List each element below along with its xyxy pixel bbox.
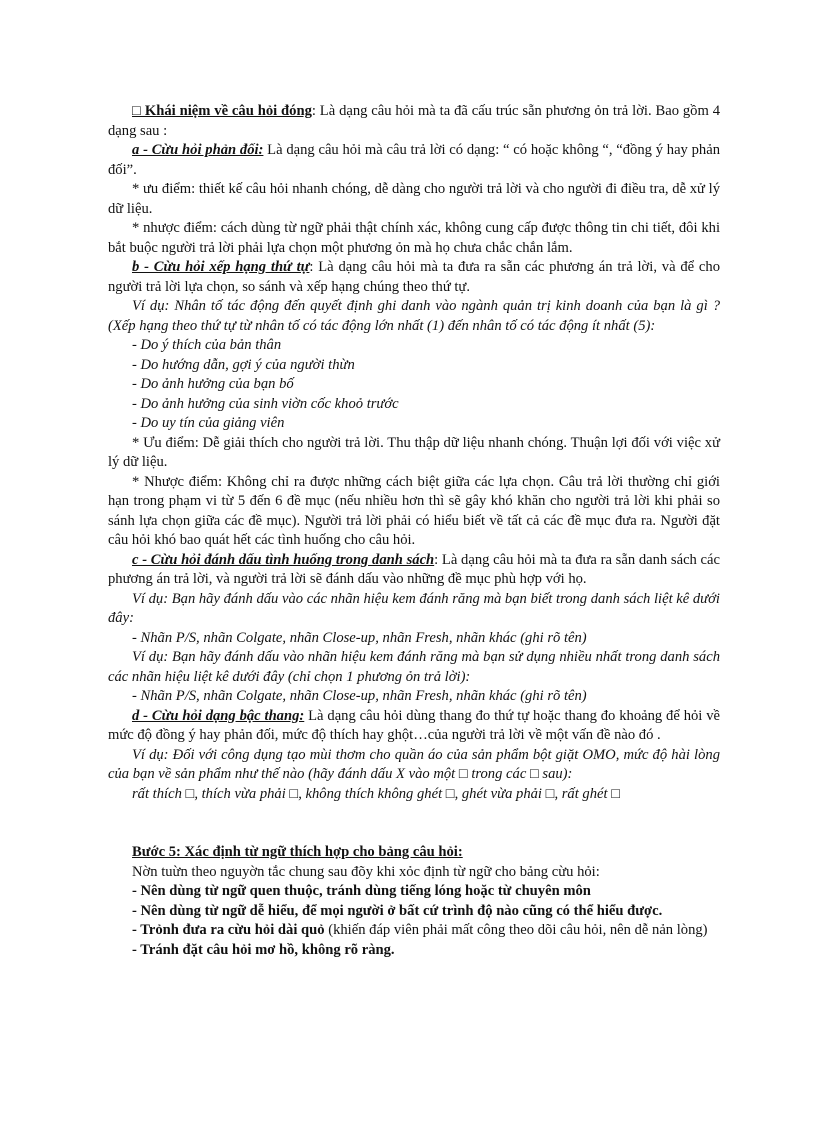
type-d-scale: rất thích □, thích vừa phải □, không thích không ghét □, ghét vừa phải □, rất ghét □ xyxy=(132,785,621,802)
type-a-paragraph: a - Cừu hỏi phản đối: Là dạng câu hỏi mà câu trả lời có dạng: “ có hoặc không “, “đồng ý hay phản đối”. xyxy=(108,142,720,178)
type-a-cons: * nhược điểm: cách dùng từ ngữ phải thật chính xác, không cung cấp được thông tin chi tiết, đôi khi bắt buộc người trả lời phải lựa chọn một phương ỏn mà họ chưa chắc chắn lắm. xyxy=(108,220,720,256)
type-b-paragraph: b - Cừu hỏi xếp hạng thứ tự: Là dạng câu hỏi mà ta đưa ra sẵn các phương án trả lời, và để cho người trả lời lựa chọn, so sánh và xếp hạng chúng theo thứ tự. xyxy=(108,259,720,295)
type-a-pros: * ưu điểm: thiết kế câu hỏi nhanh chóng, dễ dàng cho người trả lời và cho người đi điều tra, dễ xử lý dữ liệu. xyxy=(108,181,720,217)
type-b-example: Ví dụ: Nhân tố tác động đến quyết định ghi danh vào ngành quản trị kinh doanh của bạn là gì ? (Xếp hạng theo thứ tự từ nhân tố có tác động lớn nhất (1) đến nhân tố có tác động ít nhất (5): xyxy=(108,298,720,334)
step5-intro: Nờn tuừn theo nguyờn tắc chung sau đõy khi xỏc định từ ngữ cho bảng cừu hỏi: xyxy=(132,863,600,880)
type-d-paragraph: d - Cừu hỏi dạng bậc thang: Là dạng câu hỏi dùng thang đo thứ tự hoặc thang đo khoảng để hỏi về mức độ đồng ý hay phản đối, mức độ thích hay ghột…của người trả lời về một vấn đề nào đó . xyxy=(108,707,720,743)
type-c-list-1: - Nhãn P/S, nhãn Colgate, nhãn Close-up, nhãn Fresh, nhãn khác (ghi rõ tên) xyxy=(132,629,587,646)
type-a-title: a - Cừu hỏi phản đối: xyxy=(132,142,264,158)
type-b-title: b - Cừu hỏi xếp hạng thứ tự xyxy=(132,259,310,275)
step5-rule-4: - Tránh đặt câu hỏi mơ hồ, không rõ ràng. xyxy=(132,941,395,958)
step5-rule-2: - Nên dùng từ ngữ dễ hiểu, để mọi người ở bất cứ trình độ nào cũng có thể hiểu được. xyxy=(132,902,663,919)
type-b-pros: * Ưu điểm: Dễ giải thích cho người trả lời. Thu thập dữ liệu nhanh chóng. Thuận lợi đối với việc xử lý dữ liệu. xyxy=(108,434,720,470)
type-b-option: - Do ý thích của bản thân xyxy=(132,337,282,353)
type-c-title: c - Cừu hỏi đánh dấu tình huống trong danh sách xyxy=(132,551,435,568)
step5-rule-1: - Nên dùng từ ngữ quen thuộc, tránh dùng tiếng lóng hoặc từ chuyên môn xyxy=(132,883,591,899)
type-c-list-2: - Nhãn P/S, nhãn Colgate, nhãn Close-up, nhãn Fresh, nhãn khác (ghi rõ tên) xyxy=(132,688,587,704)
type-c-example-2: Ví dụ: Bạn hãy đánh dấu vào nhãn hiệu kem đánh răng mà bạn sử dụng nhiều nhất trong danh sách các nhãn hiệu liệt kê dưới đây (chỉ chọn 1 phương ỏn trả lời): xyxy=(108,649,720,685)
type-b-option: - Do uy tín của giảng viên xyxy=(132,415,285,431)
type-b-cons: * Nhược điểm: Không chỉ ra được những cách biệt giữa các lựa chọn. Câu trả lời thường chỉ giới hạn trong phạm vi từ 5 đến 6 đề mục (nếu nhiều hơn thì sẽ gây khó khăn cho người trả lời khi phải so sánh lựa chọn giữa các đề mục). Người trả lời phải có hiểu biết về tất cả các đề mục đưa ra. Người đặt câu hỏi khó bao quát hết các tình huống cho câu hỏi. xyxy=(108,473,720,548)
closed-question-heading: □ Khái niệm về câu hỏi đóng xyxy=(132,103,312,119)
type-b-option: - Do ảnh hưởng của sinh viờn cốc khoỏ trước xyxy=(132,395,399,412)
step5-rule-3: - Trỏnh đưa ra cừu hỏi dài quỏ (khiến đáp viên phải mất công theo dõi câu hỏi, nên dễ nản lòng) xyxy=(132,922,708,938)
type-c-example-1: Ví dụ: Bạn hãy đánh dấu vào các nhãn hiệu kem đánh răng mà bạn biết trong danh sách liệt kê dưới đây: xyxy=(108,590,720,626)
step5-heading: Bước 5: Xác định từ ngữ thích hợp cho bảng câu hỏi: xyxy=(132,844,463,860)
type-b-option: - Do ảnh hưởng của bạn bố xyxy=(132,376,294,392)
document-page xyxy=(108,102,720,960)
type-d-title: d - Cừu hỏi dạng bậc thang: xyxy=(132,707,305,724)
section-spacer xyxy=(108,804,720,843)
type-b-option: - Do hướng dẫn, gợi ý của người thừn xyxy=(132,356,355,373)
closed-question-intro: □ Khái niệm về câu hỏi đóng: Là dạng câu hỏi mà ta đã cấu trúc sẵn phương ỏn trả lời. Bao gồm 4 dạng sau : xyxy=(108,103,720,139)
type-c-paragraph: c - Cừu hỏi đánh dấu tình huống trong danh sách: Là dạng câu hỏi mà ta đưa ra sẵn danh sách các phương án trả lời, và người trả lời sẽ đánh dấu vào những đề mục phù hợp với họ. xyxy=(108,551,720,587)
type-d-example: Ví dụ: Đối với công dụng tạo mùi thơm cho quần áo của sản phẩm bột giặt OMO, mức độ hài lòng của bạn về sản phẩm như thế nào (hãy đánh dấu X vào một □ trong các □ sau): xyxy=(108,746,720,782)
